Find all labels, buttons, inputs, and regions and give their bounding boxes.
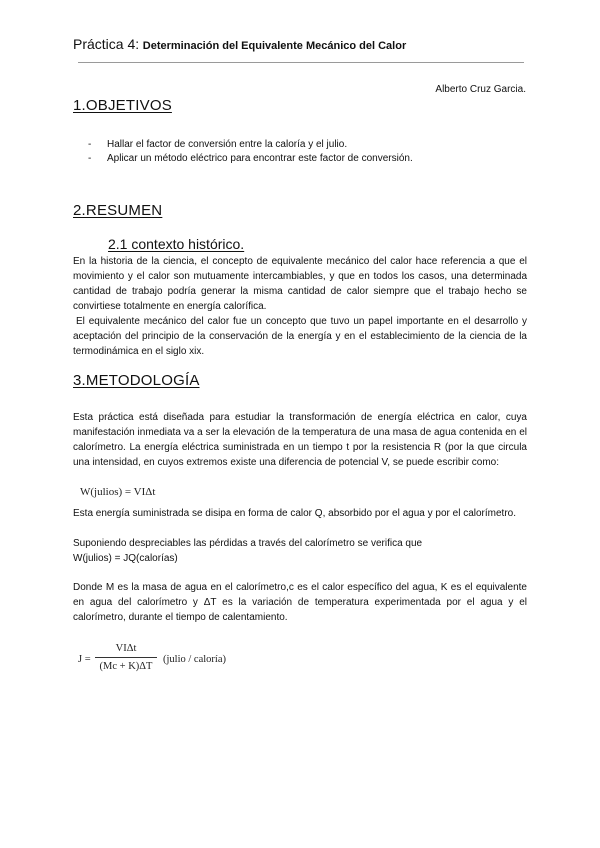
- formula-j-fraction: [95, 642, 157, 674]
- formula-j-lhs: J =: [78, 654, 91, 665]
- list-item: - Hallar el factor de conversión entre la caloría y el julio.: [88, 138, 528, 152]
- paragraph-intro-metodologia: Esta práctica está diseñada para estudiar la transformación de energía eléctrica en calor, cuya manifestación inmediata va a ser la elevación de la temperatura de una masa de agua contenida en el calorímetro. La energía eléctrica suministrada en un tiempo t por la resistencia R (por la que circula una intensidad, en cuyos extremos existe una diferencia de potencial V, se puede escribir como:: [73, 412, 527, 468]
- author-name: Alberto Cruz Garcia.: [435, 84, 526, 95]
- objectives-list: [88, 138, 528, 166]
- paragraph-where: Donde M es la masa de agua en el calorímetro,c es el calor específico del agua, K es el equivalente en agua del calorímetro y ΔT es la variación de temperatura experimentada por el agua y el calorímetro, durante el tiempo de calentamiento.: [73, 582, 527, 623]
- header-title: Determinación del Equivalente Mecánico del Calor: [142, 40, 407, 52]
- formula-j-denominator: (Mc + K)ΔT: [99, 661, 153, 672]
- equation-equality: W(julios) = JQ(calorías): [73, 553, 178, 564]
- formula-work: W(julios) = VIΔt: [80, 486, 156, 498]
- document-header: [73, 36, 406, 52]
- formula-j-units: (julio / caloría): [163, 654, 226, 665]
- subsection-heading-contexto: 2.1 contexto histórico.: [108, 236, 245, 252]
- section-heading-metodologia: 3.METODOLOGÍA: [73, 372, 200, 389]
- paragraph-suppose: Suponiendo despreciables las pérdidas a través del calorímetro se verifica que: [73, 538, 423, 549]
- section-heading-objetivos: 1.OBJETIVOS: [73, 97, 172, 114]
- paragraph-historia: En la historia de la ciencia, el concepto de equivalente mecánico del calor hace referencia a que el movimiento y el calor son mutuamente intercambiables, y que en todos los casos, una determinada cantidad de trabajo podría generar la misma cantidad de calor siempre que el trabajo hecho se convirtiese totalmente en energía calorífica.: [73, 256, 527, 312]
- header-title-prefix: Práctica 4:: [73, 36, 140, 52]
- header-divider: [78, 62, 524, 63]
- paragraph-heat: Esta energía suministrada se disipa en forma de calor Q, absorbido por el agua y por el calorímetro.: [73, 508, 517, 519]
- formula-j-numerator: VIΔt: [115, 643, 137, 654]
- list-item: - Aplicar un método eléctrico para encontrar este factor de conversión.: [88, 152, 528, 166]
- section-heading-resumen: 2.RESUMEN: [73, 202, 163, 219]
- paragraph-equivalente: El equivalente mecánico del calor fue un concepto que tuvo un papel importante en el desarrollo y aceptación del principio de la conservación de la energía y en el establecimiento de la ciencia de la termodinámica en el siglo xix.: [73, 316, 527, 357]
- fraction-bar: [95, 657, 157, 658]
